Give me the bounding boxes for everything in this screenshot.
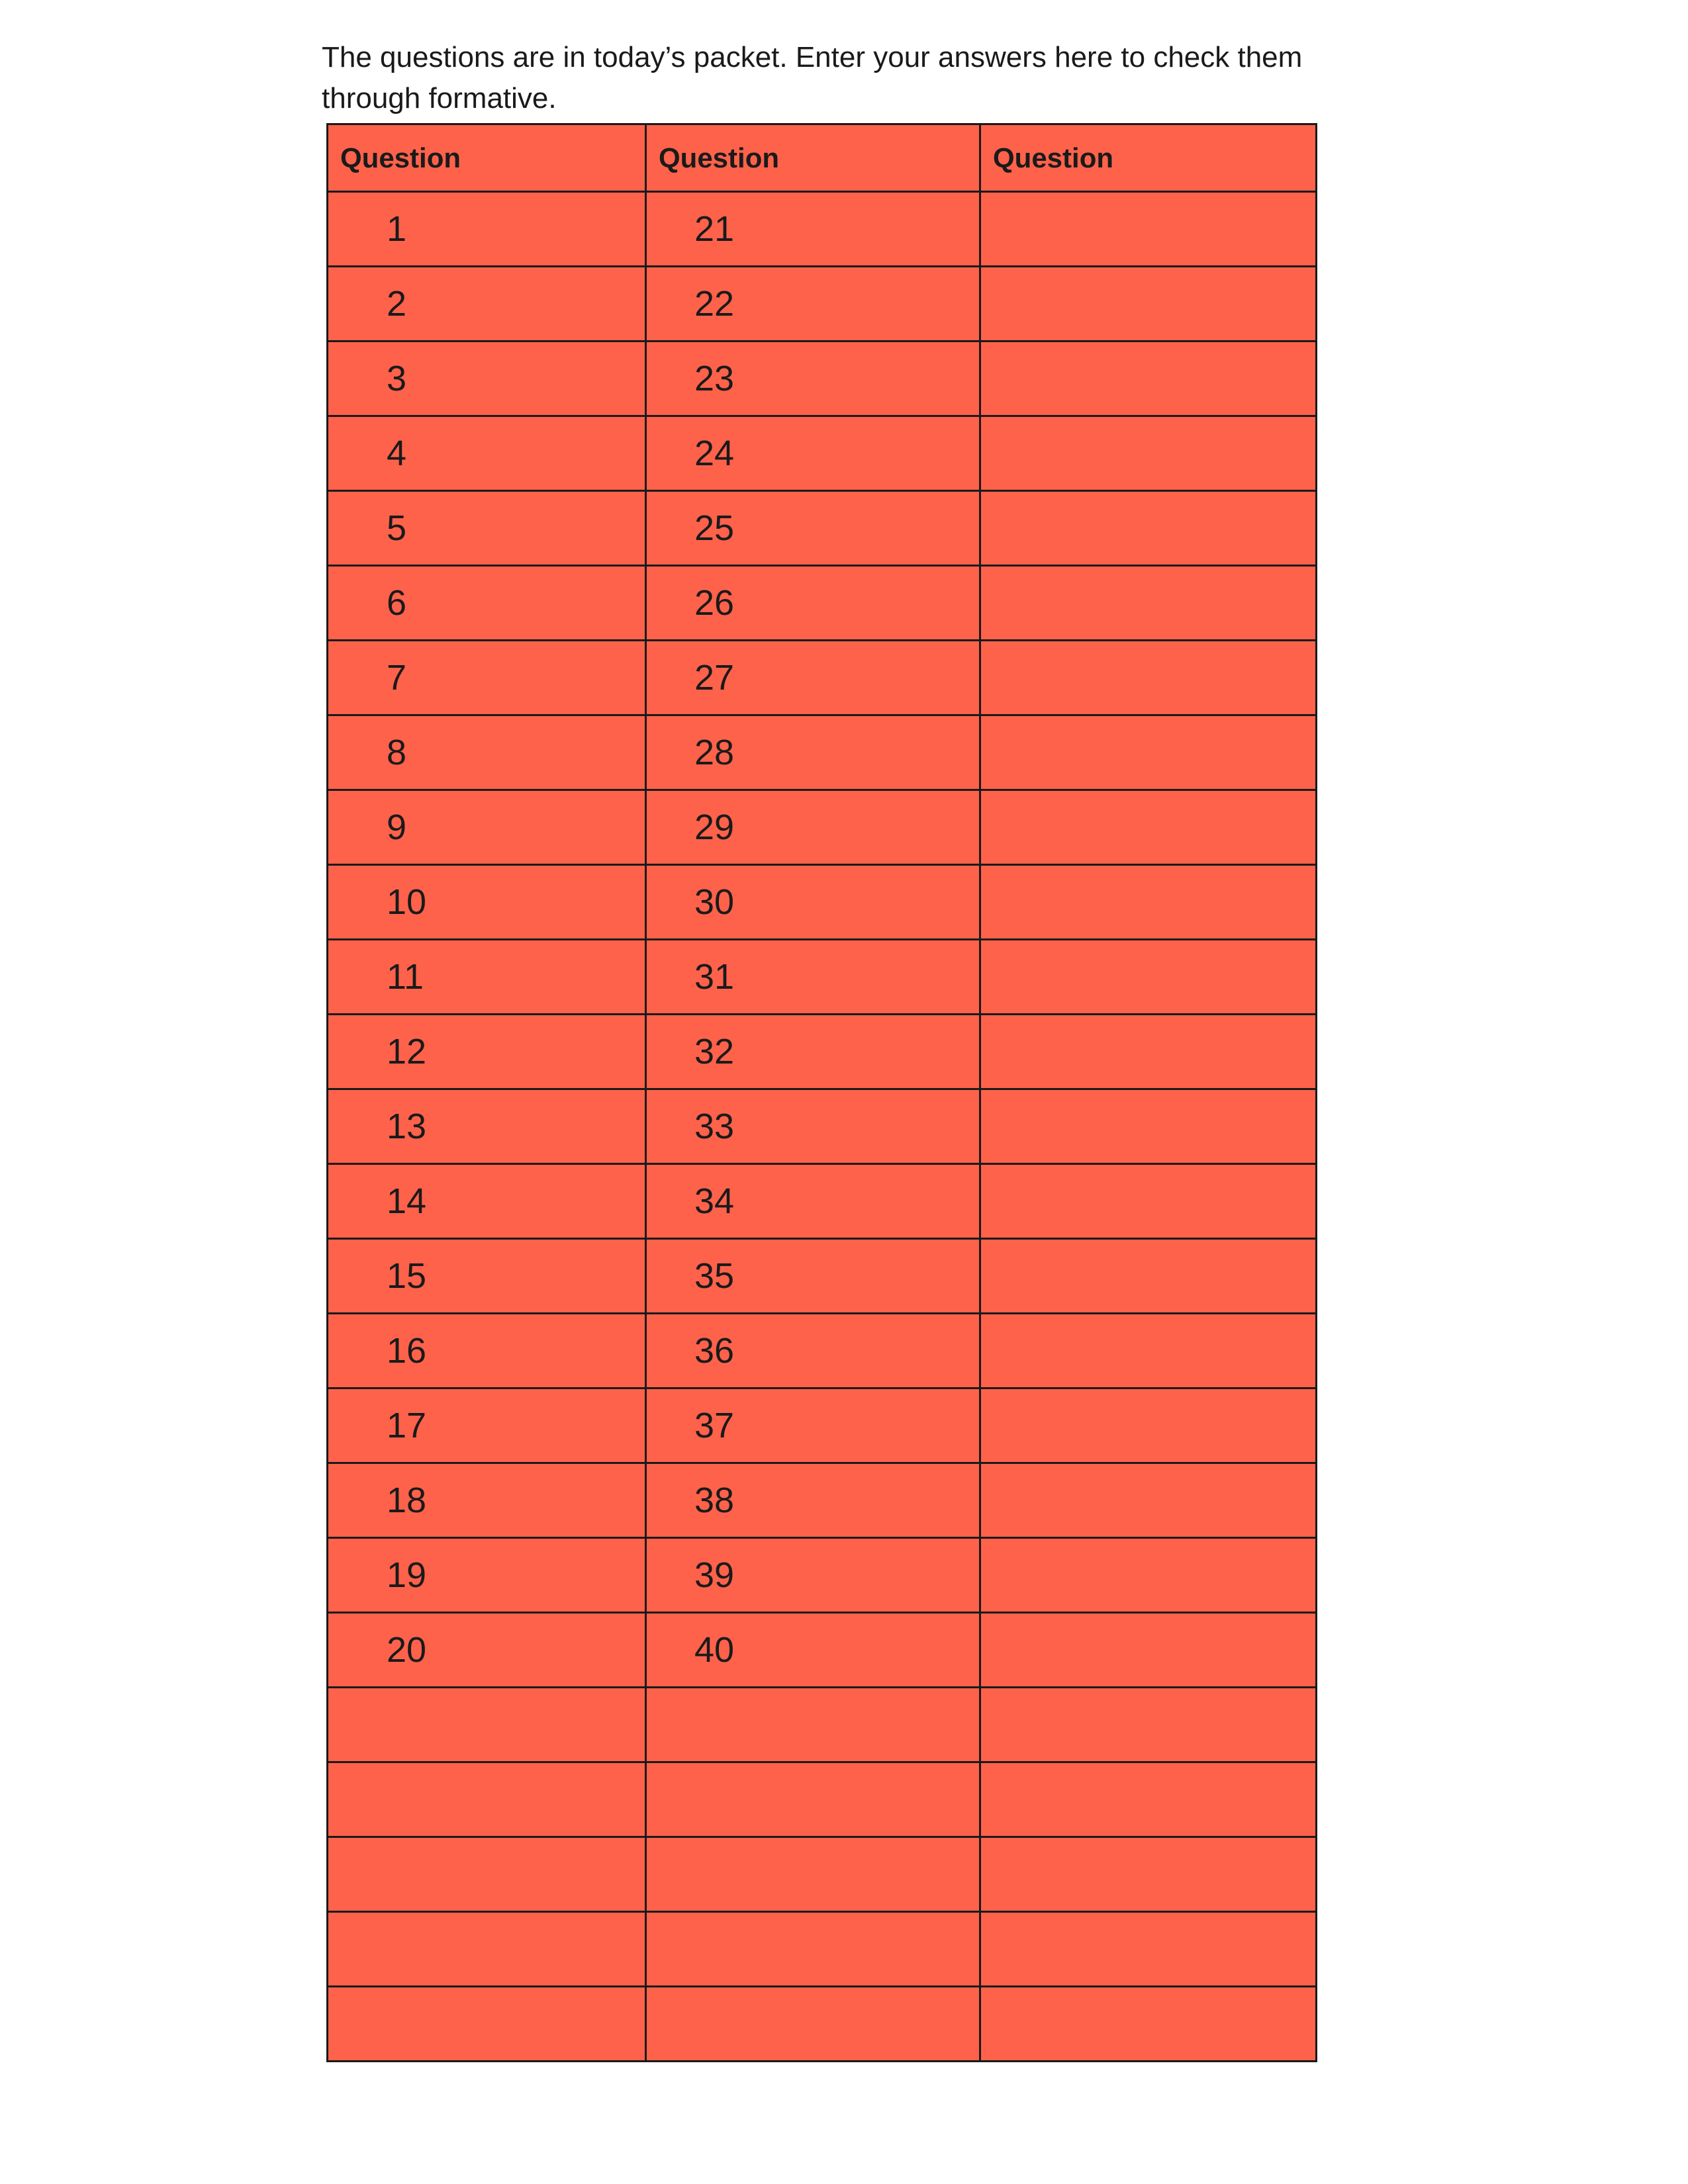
question-number-cell: 2	[328, 267, 646, 341]
table-row	[328, 1239, 1317, 1314]
question-number-cell: 32	[646, 1015, 980, 1089]
table-row	[328, 865, 1317, 940]
table-row	[328, 1314, 1317, 1388]
question-number-cell: 25	[646, 491, 980, 566]
question-number-cell: 22	[646, 267, 980, 341]
answer-cell[interactable]	[980, 1538, 1317, 1613]
table-row	[328, 1837, 1317, 1912]
answer-cell[interactable]	[980, 1388, 1317, 1463]
question-number-cell: 13	[328, 1089, 646, 1164]
question-number-cell	[328, 1912, 646, 1987]
table-row	[328, 267, 1317, 341]
table-row	[328, 1987, 1317, 2062]
table-row	[328, 1912, 1317, 1987]
question-number-cell: 18	[328, 1463, 646, 1538]
column-header: Question	[328, 124, 646, 192]
question-number-cell: 37	[646, 1388, 980, 1463]
answer-cell[interactable]	[980, 1987, 1317, 2062]
answer-cell[interactable]	[980, 267, 1317, 341]
question-number-cell: 34	[646, 1164, 980, 1239]
table-row	[328, 192, 1317, 267]
question-number-cell: 40	[646, 1613, 980, 1688]
question-number-cell: 17	[328, 1388, 646, 1463]
question-number-cell: 1	[328, 192, 646, 267]
question-number-cell: 6	[328, 566, 646, 641]
answer-cell[interactable]	[980, 566, 1317, 641]
table-row	[328, 341, 1317, 416]
table-row	[328, 1089, 1317, 1164]
question-number-cell: 8	[328, 715, 646, 790]
answer-cell[interactable]	[980, 1837, 1317, 1912]
answer-cell[interactable]	[980, 1089, 1317, 1164]
question-number-cell: 27	[646, 641, 980, 715]
question-number-cell: 16	[328, 1314, 646, 1388]
question-number-cell: 28	[646, 715, 980, 790]
table-row	[328, 1688, 1317, 1762]
table-row	[328, 715, 1317, 790]
question-number-cell: 24	[646, 416, 980, 491]
answer-cell[interactable]	[980, 1613, 1317, 1688]
table-body	[328, 192, 1317, 2062]
table-row	[328, 940, 1317, 1015]
table-row	[328, 416, 1317, 491]
question-number-cell: 14	[328, 1164, 646, 1239]
question-number-cell: 21	[646, 192, 980, 267]
answer-cell[interactable]	[980, 192, 1317, 267]
question-number-cell	[646, 1762, 980, 1837]
question-number-cell: 39	[646, 1538, 980, 1613]
answer-cell[interactable]	[980, 1164, 1317, 1239]
table-row	[328, 491, 1317, 566]
question-number-cell: 31	[646, 940, 980, 1015]
answer-cell[interactable]	[980, 1688, 1317, 1762]
question-number-cell: 9	[328, 790, 646, 865]
question-number-cell: 7	[328, 641, 646, 715]
table-row	[328, 1463, 1317, 1538]
question-number-cell: 15	[328, 1239, 646, 1314]
table-row	[328, 1613, 1317, 1688]
table-row	[328, 1015, 1317, 1089]
question-number-cell: 4	[328, 416, 646, 491]
column-header: Question	[980, 124, 1317, 192]
answer-cell[interactable]	[980, 940, 1317, 1015]
table-header-row	[328, 124, 1317, 192]
table-row	[328, 1388, 1317, 1463]
question-number-cell	[328, 1837, 646, 1912]
question-number-cell	[646, 1912, 980, 1987]
answer-cell[interactable]	[980, 715, 1317, 790]
table-row	[328, 1164, 1317, 1239]
table-row	[328, 641, 1317, 715]
answer-cell[interactable]	[980, 1912, 1317, 1987]
question-number-cell: 36	[646, 1314, 980, 1388]
question-number-cell	[646, 1837, 980, 1912]
question-number-cell: 33	[646, 1089, 980, 1164]
answer-cell[interactable]	[980, 1762, 1317, 1837]
answer-table	[326, 123, 1317, 2062]
question-number-cell	[328, 1762, 646, 1837]
question-number-cell: 35	[646, 1239, 980, 1314]
answer-cell[interactable]	[980, 491, 1317, 566]
question-number-cell: 12	[328, 1015, 646, 1089]
instructions-text: The questions are in today’s packet. Enter your answers here to check them through formative.	[322, 41, 1303, 114]
question-number-cell: 30	[646, 865, 980, 940]
question-number-cell: 20	[328, 1613, 646, 1688]
table-row	[328, 1762, 1317, 1837]
answer-cell[interactable]	[980, 1314, 1317, 1388]
question-number-cell	[646, 1688, 980, 1762]
question-number-cell: 23	[646, 341, 980, 416]
answer-cell[interactable]	[980, 1463, 1317, 1538]
answer-cell[interactable]	[980, 865, 1317, 940]
answer-cell[interactable]	[980, 1239, 1317, 1314]
question-number-cell	[328, 1987, 646, 2062]
table-row	[328, 566, 1317, 641]
question-number-cell: 29	[646, 790, 980, 865]
answer-cell[interactable]	[980, 790, 1317, 865]
table-row	[328, 1538, 1317, 1613]
question-number-cell: 38	[646, 1463, 980, 1538]
question-number-cell: 11	[328, 940, 646, 1015]
question-number-cell: 10	[328, 865, 646, 940]
table-row	[328, 790, 1317, 865]
answer-cell[interactable]	[980, 1015, 1317, 1089]
answer-cell[interactable]	[980, 641, 1317, 715]
question-number-cell	[328, 1688, 646, 1762]
column-header: Question	[646, 124, 980, 192]
answer-cell[interactable]	[980, 416, 1317, 491]
question-number-cell	[646, 1987, 980, 2062]
question-number-cell: 19	[328, 1538, 646, 1613]
question-number-cell: 5	[328, 491, 646, 566]
question-number-cell: 26	[646, 566, 980, 641]
question-number-cell: 3	[328, 341, 646, 416]
answer-cell[interactable]	[980, 341, 1317, 416]
